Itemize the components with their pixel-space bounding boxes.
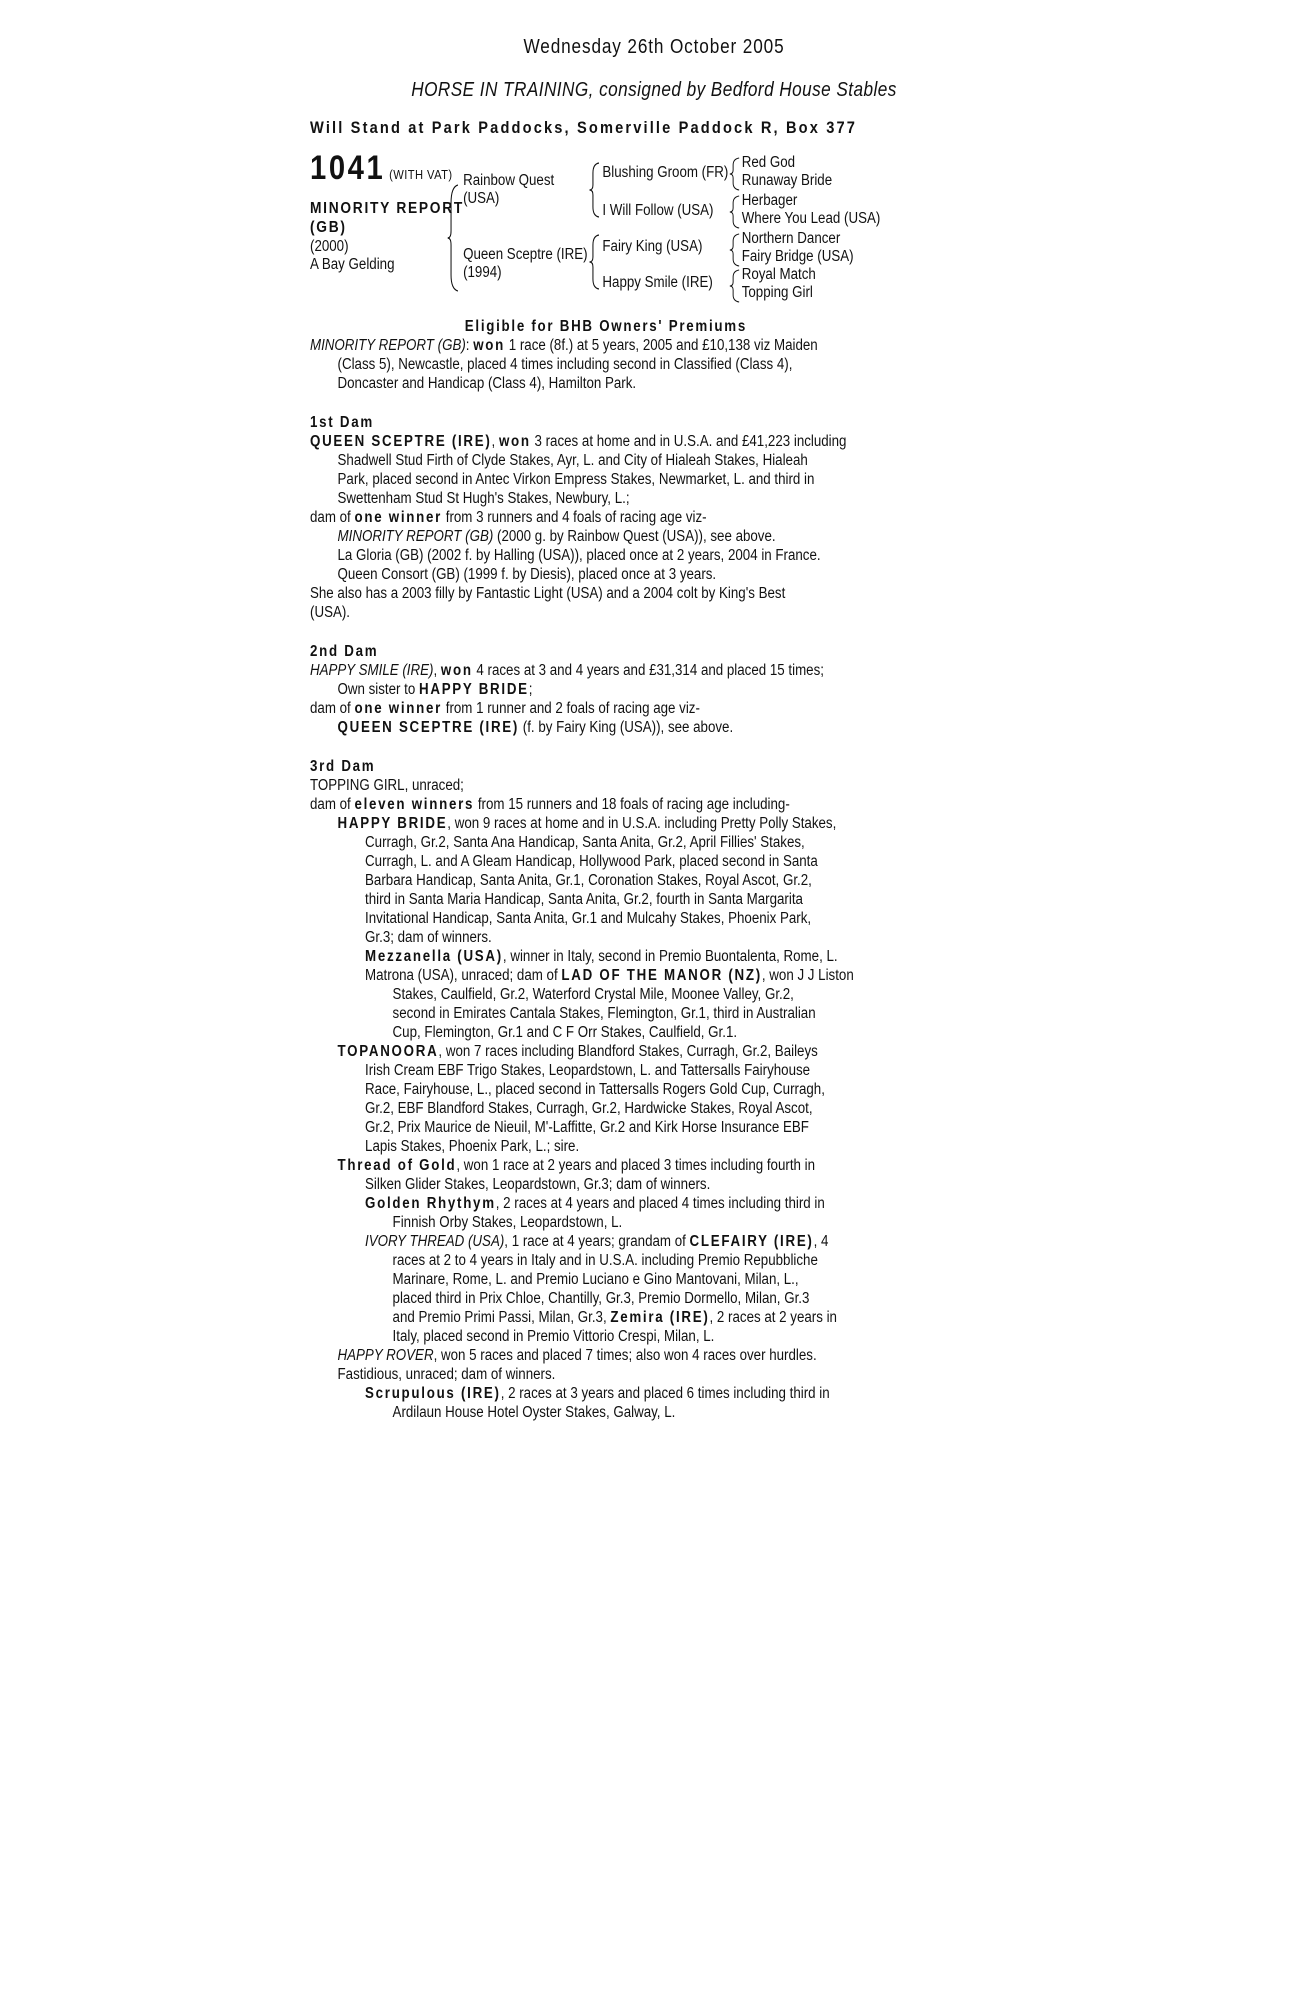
ivory-thread-line-1	[310, 1232, 895, 1251]
second-dam-section: 2nd Dam HAPPY SMILE (IRE), won 4 races at 3 and 4 years and £31,314 and placed 15 times; Own sister to HAPPY BRIDE; dam of one winner from 1 runner and 2 foals of racing age viz- QUEEN SCEPTRE (IRE) (f. by Fairy King (USA)), see above.	[310, 642, 895, 737]
matrona-line-1	[310, 966, 895, 985]
first-dam-won: won	[498, 433, 531, 450]
second-dam-produce-1	[310, 718, 895, 737]
happy-bride-line-1	[310, 814, 895, 833]
g3-where-you-lead: Where You Lead (USA)	[741, 210, 881, 227]
ivory-thread-line-5	[310, 1308, 895, 1327]
clefairy-name: CLEFAIRY (IRE)	[689, 1233, 814, 1250]
dam-year: (1994)	[463, 264, 502, 281]
lad-of-the-manor-name: LAD OF THE MANOR (NZ)	[561, 967, 762, 984]
happy-bride-line-7: Gr.3; dam of winners.	[365, 929, 492, 946]
own-sister-name: HAPPY BRIDE	[419, 681, 529, 698]
second-dam-foals: from 1 runner and 2 foals of racing age viz-	[442, 700, 700, 717]
summary-line-2: (Class 5), Newcastle, placed 4 times including second in Classified (Class 4),	[337, 356, 793, 373]
mezzanella-text: , winner in Italy, second in Premio Buontalenta, Rome, L.	[502, 948, 838, 965]
second-dam-heading: 2nd Dam	[310, 643, 379, 660]
second-dam-produce-text: (f. by Fairy King (USA)), see above.	[519, 719, 734, 736]
pedigree-brace-g3-4	[730, 269, 740, 303]
topanoora-line-6: Lapis Stakes, Phoenix Park, L.; sire.	[365, 1138, 580, 1155]
ivory-thread-line-3: Marinare, Rome, L. and Premio Luciano e Gino Mantovani, Milan, L.,	[392, 1271, 799, 1288]
topanoora-line-5: Gr.2, Prix Maurice de Nieuil, M'-Laffitte, Gr.2 and Kirk Horse Insurance EBF	[365, 1119, 809, 1136]
happy-rover-name: HAPPY ROVER	[337, 1347, 434, 1364]
lot-number-line	[310, 149, 453, 187]
own-sister-end: ;	[528, 681, 533, 698]
g3-herbager: Herbager	[741, 192, 798, 209]
first-dam-line-4: Swettenham Stud St Hugh's Stakes, Newbury, L.;	[337, 490, 630, 507]
first-dam-line-3: Park, placed second in Antec Virkon Empress Stakes, Newmarket, L. and third in	[337, 471, 815, 488]
own-sister-label: Own sister to	[337, 681, 420, 698]
pedigree-brace-sire	[590, 161, 600, 219]
g3-red-god: Red God	[741, 154, 796, 171]
first-dam-produce-1	[310, 527, 895, 546]
first-dam-foals: from 3 runners and 4 foals of racing age viz-	[442, 509, 707, 526]
g3-royal-match: Royal Match	[741, 266, 816, 283]
third-dam-heading: 3rd Dam	[310, 758, 376, 775]
summary-line-3: Doncaster and Handicap (Class 4), Hamilton Park.	[337, 375, 637, 392]
golden-rhythym-name: Golden Rhythym	[365, 1195, 496, 1212]
vat-label: (WITH VAT)	[389, 167, 453, 182]
first-dam-line-1: 3 races at home and in U.S.A. and £41,223 including	[530, 433, 847, 450]
summary-line-1: MINORITY REPORT (GB): won 1 race (8f.) at 5 years, 2005 and £10,138 viz Maiden	[310, 337, 818, 354]
first-dam-also-2: (USA).	[310, 604, 350, 621]
matrona-line-2: Stakes, Caulfield, Gr.2, Waterford Crystal Mile, Moonee Valley, Gr.2,	[392, 986, 794, 1003]
topanoora-name: TOPANOORA	[337, 1043, 439, 1060]
scrupulous-line-1	[310, 1384, 895, 1403]
second-dam-line-1: 4 races at 3 and 4 years and £31,314 and placed 15 times;	[472, 662, 824, 679]
happy-bride-line-2: Curragh, Gr.2, Santa Ana Handicap, Santa Anita, Gr.2, April Fillies' Stakes,	[365, 834, 805, 851]
g3-runaway-bride: Runaway Bride	[741, 172, 833, 189]
horse-name: MINORITY REPORT	[310, 200, 464, 217]
second-dam-name: HAPPY SMILE (IRE)	[310, 662, 434, 679]
second-dam-winners: one winner	[354, 700, 443, 717]
scrupulous-line-2: Ardilaun House Hotel Oyster Stakes, Galway, L.	[392, 1404, 676, 1421]
happy-bride-line-5: third in Santa Maria Handicap, Santa Anita, Gr.2, fourth in Santa Margarita	[365, 891, 803, 908]
happy-bride-line-6: Invitational Handicap, Santa Anita, Gr.1 and Mulcahy Stakes, Phoenix Park,	[365, 910, 812, 927]
sale-date: Wednesday 26th October 2005	[523, 36, 785, 58]
pedigree-brace-g3-1	[730, 157, 740, 191]
first-dam-winners: one winner	[354, 509, 443, 526]
first-dam-produce-intro	[310, 508, 895, 527]
happy-bride-line-4: Barbara Handicap, Santa Anita, Gr.1, Coronation Stakes, Royal Ascot, Gr.2,	[365, 872, 812, 889]
topanoora-text-1: , won 7 races including Blandford Stakes, Curragh, Gr.2, Baileys	[438, 1043, 818, 1060]
mezzanella-line	[310, 947, 895, 966]
thread-of-gold-line-1	[310, 1156, 895, 1175]
third-dam-foals: from 15 runners and 18 foals of racing age including-	[474, 796, 790, 813]
zemira-name: Zemira (IRE)	[610, 1309, 710, 1326]
produce-1-name: MINORITY REPORT (GB)	[337, 528, 494, 545]
sire-dam: I Will Follow (USA)	[602, 202, 714, 219]
first-dam-name: QUEEN SCEPTRE (IRE)	[310, 433, 492, 450]
second-dam-won: won	[440, 662, 473, 679]
topanoora-line-3: Race, Fairyhouse, L., placed second in Tattersalls Rogers Gold Cup, Curragh,	[365, 1081, 825, 1098]
horse-country: (GB)	[310, 219, 347, 236]
ivory-thread-text-2: , 4	[813, 1233, 829, 1250]
scrupulous-name: Scrupulous (IRE)	[365, 1385, 501, 1402]
summary-text-1: 1 race (8f.) at 5 years, 2005 and £10,138 viz Maiden	[505, 337, 818, 354]
happy-bride-line-3: Curragh, L. and A Gleam Handicap, Hollywood Park, placed second in Santa	[365, 853, 818, 870]
horse-year: (2000)	[310, 238, 349, 255]
third-dam-produce-intro	[310, 795, 895, 814]
matrona-text-1: Matrona (USA), unraced; dam of	[365, 967, 562, 984]
pedigree-brace-g3-2	[730, 195, 740, 229]
produce-1-text: (2000 g. by Rainbow Quest (USA)), see above.	[493, 528, 776, 545]
race-summary	[310, 336, 895, 393]
happy-rover-text: , won 5 races and placed 7 times; also won 4 races over hurdles.	[433, 1347, 817, 1364]
sire-country: (USA)	[463, 190, 500, 207]
happy-bride-text-1: , won 9 races at home and in U.S.A. including Pretty Polly Stakes,	[447, 815, 837, 832]
g3-northern-dancer: Northern Dancer	[741, 230, 841, 247]
summary-won: won	[473, 337, 506, 354]
eligibility-note: Eligible for BHB Owners' Premiums	[464, 318, 747, 335]
ivory-thread-line-6: Italy, placed second in Premio Vittorio Crespi, Milan, L.	[392, 1328, 715, 1345]
pedigree-brace-dam	[590, 233, 600, 291]
horse-description: A Bay Gelding	[310, 256, 395, 273]
first-dam-section: 1st Dam QUEEN SCEPTRE (IRE), won 3 races at home and in U.S.A. and £41,223 including Shadwell Stud Firth of Clyde Stakes, Ayr, L. and City of Hialeah Stakes, Hialeah Park, placed second in Antec Virkon Empress Stakes, Newmarket, L. and third in Swettenham Stud St Hugh's Stakes, Newbury, L.; dam of one winner from 3 runners and 4 foals of racing age viz- MINORITY REPORT (GB) (2000 g. by Rainbow Quest (USA)), see above. La Gloria (GB) (2002 f. by Halling (USA)), placed once at 2 years, 2004 in France. Queen Consort (GB) (1999 f. by Diesis), placed once at 3 years. She also has a 2003 filly by Fantastic Light (USA) and a 2004 colt by King's Best (USA).	[310, 413, 895, 622]
golden-rhythym-line-2: Finnish Orby Stakes, Leopardstown, L.	[392, 1214, 623, 1231]
g3-fairy-bridge: Fairy Bridge (USA)	[741, 248, 854, 265]
matrona-text-2: , won J J Liston	[761, 967, 854, 984]
ivory-thread-line-4: placed third in Prix Chloe, Chantilly, Gr.3, Premio Dormello, Milan, Gr.3	[392, 1290, 810, 1307]
third-dam-dam-of: dam of	[310, 796, 355, 813]
sire-sire: Blushing Groom (FR)	[602, 164, 729, 181]
third-dam-winners: eleven winners	[354, 796, 475, 813]
first-dam-dam-of: dam of	[310, 509, 355, 526]
second-dam-produce-intro	[310, 699, 895, 718]
ivory-thread-name: IVORY THREAD (USA)	[365, 1233, 505, 1250]
sire-name: Rainbow Quest	[463, 172, 555, 189]
happy-bride-name: HAPPY BRIDE	[337, 815, 448, 832]
ivory-thread-text-1: , 1 race at 4 years; grandam of	[504, 1233, 690, 1250]
first-dam-produce-3: Queen Consort (GB) (1999 f. by Diesis), placed once at 3 years.	[337, 566, 717, 583]
topanoora-line-1	[310, 1042, 895, 1061]
pedigree-block	[310, 149, 895, 315]
matrona-line-4: Cup, Flemington, Gr.1 and C F Orr Stakes, Caulfield, Gr.1.	[392, 1024, 738, 1041]
pedigree-brace-g3-3	[730, 233, 740, 267]
g3-topping-girl: Topping Girl	[741, 284, 813, 301]
consignment-line: HORSE IN TRAINING, consigned by Bedford House Stables	[411, 79, 897, 101]
second-dam-dam-of: dam of	[310, 700, 355, 717]
topanoora-line-4: Gr.2, EBF Blandford Stakes, Curragh, Gr.2, Hardwicke Stakes, Royal Ascot,	[365, 1100, 813, 1117]
dam-dam: Happy Smile (IRE)	[602, 274, 713, 291]
golden-rhythym-text-1: , 2 races at 4 years and placed 4 times including third in	[495, 1195, 825, 1212]
ivory-thread-line-2: races at 2 to 4 years in Italy and in U.S.A. including Premio Repubbliche	[392, 1252, 818, 1269]
mezzanella-name: Mezzanella (USA)	[365, 948, 503, 965]
ivory-thread-text-6b: , 2 races at 2 years in	[709, 1309, 837, 1326]
stand-location: Will Stand at Park Paddocks, Somerville Paddock R, Box 377	[310, 118, 858, 137]
first-dam-heading: 1st Dam	[310, 414, 374, 431]
first-dam-also-1: She also has a 2003 filly by Fantastic Light (USA) and a 2004 colt by King's Best	[310, 585, 786, 602]
thread-of-gold-name: Thread of Gold	[337, 1157, 457, 1174]
first-dam-line-2: Shadwell Stud Firth of Clyde Stakes, Ayr, L. and City of Hialeah Stakes, Hialeah	[337, 452, 808, 469]
catalogue-page	[310, 38, 895, 1422]
fastidious-line: Fastidious, unraced; dam of winners.	[337, 1366, 556, 1383]
pedigree-brace-main	[448, 183, 460, 293]
lot-number: 1041	[310, 149, 386, 187]
happy-rover-line	[310, 1346, 895, 1365]
thread-of-gold-line-2: Silken Glider Stakes, Leopardstown, Gr.3; dam of winners.	[365, 1176, 711, 1193]
scrupulous-text-1: , 2 races at 3 years and placed 6 times including third in	[500, 1385, 830, 1402]
ivory-thread-text-6a: and Premio Primi Passi, Milan, Gr.3,	[392, 1309, 611, 1326]
summary-horse-name: MINORITY REPORT (GB)	[310, 337, 466, 354]
topanoora-line-2: Irish Cream EBF Trigo Stakes, Leopardstown, L. and Tattersalls Fairyhouse	[365, 1062, 811, 1079]
golden-rhythym-line-1	[310, 1194, 895, 1213]
second-dam-produce-name: QUEEN SCEPTRE (IRE)	[337, 719, 520, 736]
third-dam-name: TOPPING GIRL, unraced;	[310, 777, 464, 794]
third-dam-section	[310, 757, 895, 1422]
matrona-line-3: second in Emirates Cantala Stakes, Flemington, Gr.1, third in Australian	[392, 1005, 816, 1022]
dam-name: Queen Sceptre (IRE)	[463, 246, 588, 263]
first-dam-produce-2: La Gloria (GB) (2002 f. by Halling (USA)), placed once at 2 years, 2004 in France.	[337, 547, 821, 564]
second-dam-own-sister	[310, 680, 895, 699]
thread-of-gold-text-1: , won 1 race at 2 years and placed 3 times including fourth in	[456, 1157, 816, 1174]
dam-sire: Fairy King (USA)	[602, 238, 703, 255]
